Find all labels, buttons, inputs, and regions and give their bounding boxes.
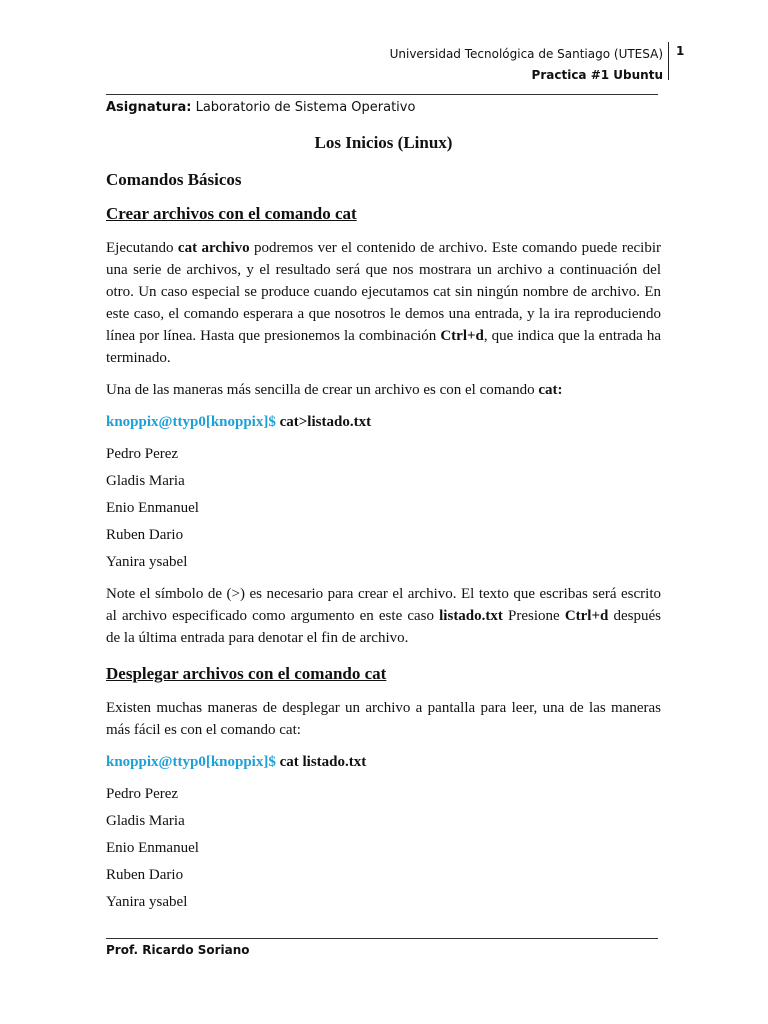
subject-label: Asignatura:: [106, 100, 192, 115]
command-line-create: [106, 411, 661, 433]
document-title: Los Inicios (Linux): [314, 133, 453, 152]
intro-paragraph: [106, 237, 661, 369]
shell-prompt: knoppix@ttyp0[knoppix]$: [106, 414, 276, 430]
page-footer: Prof. Ricardo Soriano: [106, 943, 250, 957]
note-bold-2: Ctrl+d: [564, 608, 609, 624]
header-institution: Universidad Tecnológica de Santiago (UTESA): [389, 47, 663, 61]
intro-text-1: Ejecutando: [106, 240, 178, 256]
subject-value: Laboratorio de Sistema Operativo: [195, 100, 416, 115]
intro-text-2: podremos ver el contenido de archivo. Este comando puede recibir una serie de archivos, y el resultado será que nos mostrara un archivo a continuación del otro. Un caso especial se produce cuando ejecutamos cat sin ningún nombre de archivo. En este caso, el comando esperara a que nosotros le demos una entrada, y la ira reproduciendo línea por línea. Hasta que presionemos la combinación: [106, 240, 661, 344]
header-divider: [668, 42, 669, 80]
section-heading-basic: Comandos Básicos: [106, 170, 242, 189]
display-paragraph: Existen muchas maneras de desplegar un archivo a pantalla para leer, una de las maneras más fácil es con el comando cat:: [106, 700, 661, 738]
section-heading-create: Crear archivos con el comando cat: [106, 204, 357, 223]
section-heading-display: Desplegar archivos con el comando cat: [106, 664, 387, 683]
names-list-2: [106, 783, 661, 913]
shell-command: cat>listado.txt: [275, 414, 372, 430]
list-item: Pedro Perez: [106, 446, 179, 462]
list-item: Yanira ysabel: [106, 894, 188, 910]
list-item: Ruben Dario: [106, 527, 184, 543]
easy-way-paragraph: [106, 379, 661, 401]
names-list-1: [106, 443, 661, 573]
list-item: Yanira ysabel: [106, 554, 188, 570]
list-item: Pedro Perez: [106, 786, 179, 802]
easy-way-cmd: cat:: [538, 382, 563, 398]
header-practice: Practica #1 Ubuntu: [531, 68, 663, 82]
note-paragraph: [106, 583, 661, 649]
list-item: Enio Enmanuel: [106, 500, 199, 516]
subject-line: [106, 98, 415, 118]
intro-bold-1: cat archivo: [177, 240, 250, 256]
page-header: [390, 44, 663, 86]
header-rule: [106, 94, 658, 95]
command-line-display: [106, 751, 661, 773]
easy-way-text: Una de las maneras más sencilla de crear un archivo es con el comando: [106, 382, 539, 398]
shell-prompt: knoppix@ttyp0[knoppix]$: [106, 754, 276, 770]
page-number: 1: [676, 44, 685, 58]
shell-command: cat listado.txt: [275, 754, 367, 770]
list-item: Gladis Maria: [106, 473, 185, 489]
note-text-2: Presione: [502, 608, 565, 624]
note-text-3: después de la última entrada para denotar el fin de archivo.: [106, 608, 661, 646]
note-bold-1: listado.txt: [439, 608, 503, 624]
note-text-1: Note el símbolo de (>) es necesario para crear el archivo. El texto que escribas será escrito al archivo especificado como argumento en este caso: [106, 586, 661, 624]
list-item: Ruben Dario: [106, 867, 184, 883]
intro-text-3: , que indica que la entrada ha terminado.: [106, 328, 661, 366]
intro-bold-2: Ctrl+d: [440, 328, 484, 344]
list-item: Gladis Maria: [106, 813, 185, 829]
list-item: Enio Enmanuel: [106, 840, 199, 856]
document-body: [106, 127, 661, 923]
footer-rule: [106, 938, 658, 939]
